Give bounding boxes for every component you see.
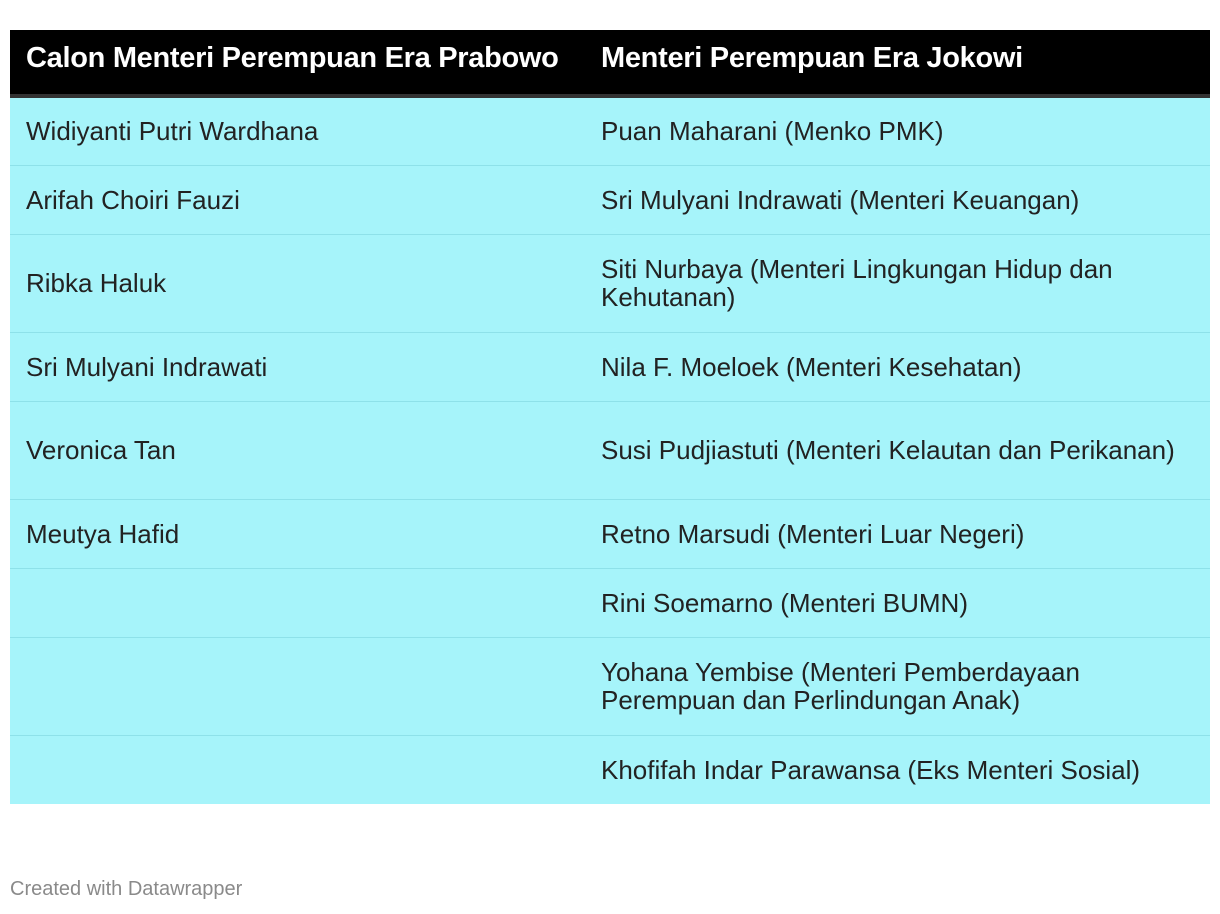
cell-prabowo: Ribka Haluk [10,234,585,332]
cell-jokowi: Retno Marsudi (Menteri Luar Negeri) [585,499,1210,568]
header-row [10,30,1210,96]
cell-prabowo: Widiyanti Putri Wardhana [10,96,585,165]
cell-jokowi: Siti Nurbaya (Menteri Lingkungan Hidup dan Kehutanan) [585,234,1210,332]
table-body [10,96,1210,804]
cell-jokowi: Rini Soemarno (Menteri BUMN) [585,568,1210,637]
table-container [10,30,1210,804]
cell-jokowi: Sri Mulyani Indrawati (Menteri Keuangan) [585,165,1210,234]
cell-jokowi: Khofifah Indar Parawansa (Eks Menteri Sosial) [585,735,1210,804]
ministers-table [10,30,1210,804]
table-row [10,332,1210,401]
column-header-jokowi[interactable]: Menteri Perempuan Era Jokowi [585,30,1210,96]
table-row [10,401,1210,499]
cell-prabowo: Arifah Choiri Fauzi [10,165,585,234]
cell-prabowo [10,637,585,735]
cell-jokowi: Susi Pudjiastuti (Menteri Kelautan dan Perikanan) [585,401,1210,499]
datawrapper-credit[interactable]: Created with Datawrapper [10,878,243,900]
table-row [10,637,1210,735]
table-row [10,568,1210,637]
table-row [10,234,1210,332]
cell-prabowo: Veronica Tan [10,401,585,499]
cell-prabowo [10,568,585,637]
table-row [10,735,1210,804]
cell-jokowi: Puan Maharani (Menko PMK) [585,96,1210,165]
table-row [10,96,1210,165]
column-header-prabowo[interactable]: Calon Menteri Perempuan Era Prabowo [10,30,585,96]
cell-jokowi: Nila F. Moeloek (Menteri Kesehatan) [585,332,1210,401]
table-row [10,165,1210,234]
cell-prabowo [10,735,585,804]
cell-jokowi: Yohana Yembise (Menteri Pemberdayaan Perempuan dan Perlindungan Anak) [585,637,1210,735]
table-row [10,499,1210,568]
cell-prabowo: Sri Mulyani Indrawati [10,332,585,401]
table-header [10,30,1210,96]
cell-prabowo: Meutya Hafid [10,499,585,568]
